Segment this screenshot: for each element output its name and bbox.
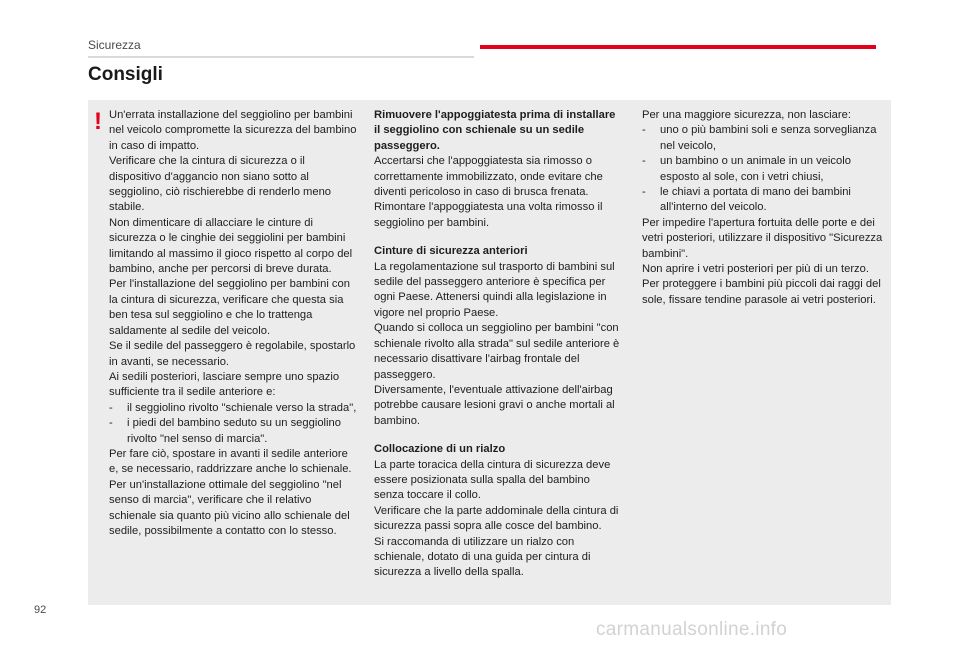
- dash-bullet: -: [642, 155, 646, 168]
- paragraph: Per impedire l'apertura fortuita delle porte e dei vetri posteriori, utilizzare il dispositivo "Sicurezza bambini".: [642, 216, 883, 260]
- section-heading: Rimuovere l'appoggiatesta prima di installare il seggiolino con schienale su un sedile passeggero.: [374, 109, 616, 152]
- list-item-text: i piedi del bambino seduto su un seggiolino rivolto "nel senso di marcia".: [127, 417, 341, 445]
- list-item: [109, 416, 357, 447]
- watermark: carmanualsonline.info: [596, 619, 788, 640]
- paragraph: Ai sedili posteriori, lasciare sempre uno spazio sufficiente tra il sedile anteriore e:: [109, 370, 340, 399]
- section-label: Sicurezza: [88, 38, 141, 52]
- paragraph: Accertarsi che l'appoggiatesta sia rimosso o correttamente immobilizzato, onde evitare che diventi pericoloso in caso di brusca frenata. Rimontare l'appoggiatesta una volta rimosso il seggiolino per bambini.: [374, 155, 603, 229]
- paragraph: Per una maggiore sicurezza, non lasciare:: [642, 109, 851, 121]
- do-not-leave-list: [642, 123, 888, 215]
- paragraph: Verificare che la cintura di sicurezza o il dispositivo d'aggancio non siano sotto al seggiolino, ciò rischierebbe di renderlo meno stabile.: [109, 155, 332, 214]
- paragraph: Si raccomanda di utilizzare un rialzo con schienale, dotato di una guida per cintura di sicurezza a livello della spalla.: [374, 535, 591, 579]
- paragraph: Per proteggere i bambini più piccoli dai raggi del sole, fissare tendine parasole ai vetri posteriori.: [642, 278, 881, 306]
- header-accent-bar: [480, 45, 876, 49]
- list-item-text: le chiavi a portata di mano dei bambini all'interno del veicolo.: [660, 186, 851, 214]
- list-item: [109, 401, 357, 416]
- list-item: [642, 185, 888, 216]
- column-warnings: [109, 108, 357, 539]
- rear-seat-list: [109, 401, 357, 447]
- dash-bullet: -: [642, 124, 646, 137]
- list-item: [642, 154, 888, 185]
- paragraph: La regolamentazione sul trasporto di bambini sul sedile del passeggero anteriore è specifica per ogni Paese. Attenersi quindi alla legislazione in vigore nel proprio Paese.: [374, 260, 615, 319]
- list-item: [642, 123, 888, 154]
- paragraph: Non aprire i vetri posteriori per più di un terzo.: [642, 263, 869, 276]
- content-panel: [88, 100, 891, 605]
- paragraph: Per un'installazione ottimale del seggiolino "nel senso di marcia", verificare che il relativo schienale sia quanto più vicino allo schienale del sedile, possibilmente a contatto con lo stesso.: [109, 478, 350, 537]
- page-number: 92: [34, 604, 47, 616]
- list-item-text: uno o più bambini soli e senza sorveglianza nel veicolo,: [660, 124, 877, 152]
- paragraph: Per fare ciò, spostare in avanti il sedile anteriore e, se necessario, raddrizzare anche lo schienale.: [109, 447, 352, 476]
- section-heading: Cinture di sicurezza anteriori: [374, 245, 528, 258]
- paragraph: Verificare che la parte addominale della cintura di sicurezza passi sopra alle cosce del bambino.: [374, 504, 619, 533]
- exclamation-warning-icon: !: [94, 108, 102, 135]
- column-headrest-belts: [374, 108, 622, 581]
- dash-bullet: -: [642, 186, 646, 199]
- paragraph: La parte toracica della cintura di sicurezza deve essere posizionata sulla spalla del bambino senza toccare il collo.: [374, 458, 611, 502]
- dash-bullet: -: [109, 417, 113, 430]
- paragraph: Diversamente, l'eventuale attivazione dell'airbag potrebbe causare lesioni gravi o anche mortali al bambino.: [374, 383, 615, 427]
- header-rule: [88, 56, 474, 58]
- page-title: Consigli: [88, 64, 163, 85]
- list-item-text: il seggiolino rivolto "schienale verso la strada",: [127, 401, 357, 414]
- paragraph: Un'errata installazione del seggiolino per bambini nel veicolo compromette la sicurezza del bambino in caso di impatto.: [109, 109, 357, 152]
- list-item-text: un bambino o un animale in un veicolo esposto al sole, con i vetri chiusi,: [660, 155, 851, 183]
- column-safety-tips: [642, 108, 888, 308]
- paragraph: Se il sedile del passeggero è regolabile, spostarlo in avanti, se necessario.: [109, 340, 356, 368]
- dash-bullet: -: [109, 401, 113, 414]
- paragraph: Quando si colloca un seggiolino per bambini "con schienale rivolto alla strada" sul sedile anteriore è necessario disattivare l'airbag frontale del passeggero.: [374, 322, 620, 381]
- paragraph: Non dimenticare di allacciare le cinture di sicurezza o le cinghie dei seggiolini per bambini limitando al massimo il gioco rispetto al corpo del bambino, anche per percorsi di breve durata.: [109, 216, 353, 276]
- paragraph: Per l'installazione del seggiolino per bambini con la cintura di sicurezza, verificare che questa sia ben tesa sul seggiolino e che lo trattenga saldamente al sedile del veicolo.: [109, 278, 350, 337]
- section-heading: Collocazione di un rialzo: [374, 443, 506, 456]
